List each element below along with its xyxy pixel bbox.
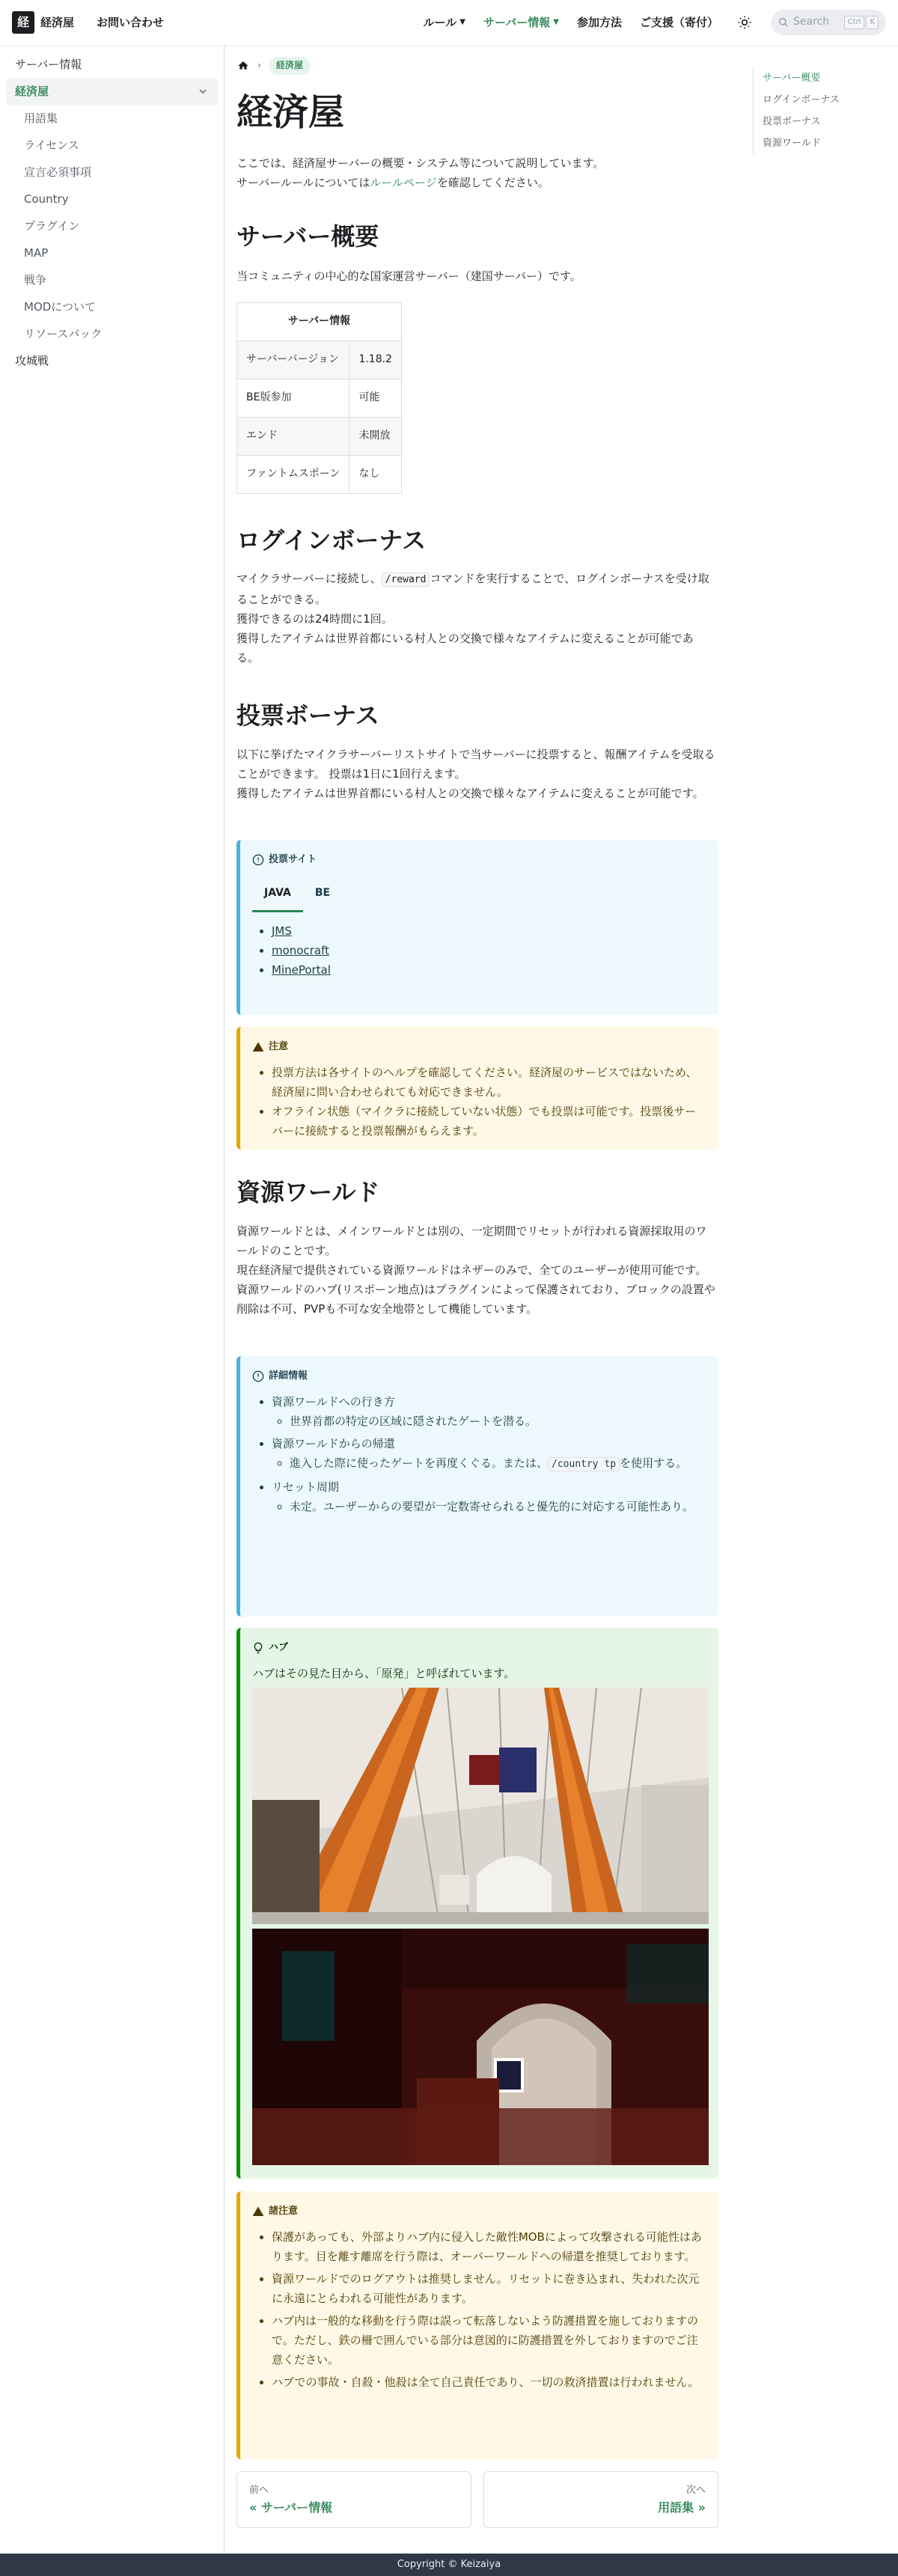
sidebar-item-declaration[interactable]: 宣言必須事項 (24, 165, 92, 179)
chevron-down-icon[interactable] (197, 85, 209, 97)
platform-tabs (252, 876, 706, 912)
list-item: • リセット周期 ◦ 未定。ユーザーからの要望が一定数寄せられると優先的に対応する可能性あり。 (272, 1477, 706, 1516)
list-item (272, 921, 706, 941)
kbd-ctrl: Ctrl (844, 16, 865, 29)
search-button[interactable] (771, 10, 886, 35)
breadcrumb-separator: › (257, 60, 261, 70)
list-item: ◦ 進入した際に使ったゲートを再度くぐる。または、 /country tp を使用する。 (290, 1453, 706, 1474)
table-header: サーバー情報 (237, 303, 402, 341)
vote-sites-admonition: 投票サイト JAVA BE • JMS • monocraft • MinePortal (236, 840, 718, 1015)
sidebar-item-war[interactable]: 戦争 (24, 272, 47, 287)
list-item: • ハブ内は一般的な移動を行う際は誤って転落しないよう防護措置を施しておりますので。ただし、鉄の柵で囲んでいる部分は意図的に防護措置を外しておりますのでご注意ください。 (272, 2311, 706, 2369)
vote-site-link[interactable]: JMS (272, 924, 292, 938)
footer (0, 2554, 898, 2576)
search-icon (778, 17, 789, 28)
home-icon[interactable] (236, 59, 250, 73)
toc-item[interactable]: ログインボーナス (763, 94, 840, 106)
page-title: 経済屋 (236, 91, 345, 133)
breadcrumb (236, 57, 311, 75)
list-item: • 資源ワールドでのログアウトは推奨しません。リセットに巻き込まれ、失われた次元に永遠にとらわれる可能性があります。 (272, 2269, 706, 2308)
sidebar-item-server-info[interactable]: サーバー情報 (15, 57, 82, 71)
rules-page-link[interactable]: ルールページ (370, 176, 437, 189)
chevron-down-icon: ▼ (459, 17, 465, 26)
toc-item[interactable]: サーバー概要 (763, 73, 821, 84)
chevron-down-icon: ▼ (553, 17, 559, 26)
resource-text: 資源ワールドとは、メインワールドとは別の、一定期間でリセットが行われる資源採取用のワールドのことです。 現在経済屋で提供されている資源ワールドはネザーのみで、全てのユーザーが使用可能です。 資源ワールドのハブ(リスポーン地点)はプラグインによって保護されており、ブロックの設置や削除は不可、PVPも不可な安全地帯として機能しています。 (236, 1224, 715, 1316)
country-tp-command: /country tp (548, 1457, 620, 1471)
brand-title: 経済屋 (40, 15, 75, 29)
reward-command: /reward (382, 573, 430, 587)
sidebar (0, 45, 224, 2552)
kbd-k: K (866, 16, 879, 29)
vote-site-link[interactable]: MinePortal (272, 963, 331, 977)
info-icon (252, 854, 264, 866)
hub-caution-admonition: 諸注意 • 保護があっても、外部よりハブ内に侵入した敵性MOBによって攻撃される可能性はあります。目を離す離席を行う際は、オーバーワールドへの帰還を推奨しております。 • 資源ワールドでのログアウトは推奨しません。リセットに巻き込まれ、失われた次元に永遠にとらわれる可能性があります。 • ハブ内は一般的な移動を行う際は誤って転落しないよう防護措置を施しておりますので。ただし、鉄の柵で囲んでいる部分は意図的に防護措置を外しておりますのでご注意ください。 • ハブでの事故・自殺・他殺は全て自己責任であり、一切の救済措置は行われません。 (236, 2191, 718, 2459)
nav-donate[interactable]: ご支援（寄付） (639, 15, 718, 29)
nav-server-info[interactable]: サーバー情報 ▼ (483, 15, 559, 29)
sidebar-item-siege[interactable]: 攻城戦 (15, 353, 49, 367)
sidebar-item-glossary[interactable]: 用語集 (24, 111, 58, 125)
sidebar-item-plugins[interactable]: プラグイン (24, 219, 80, 233)
sun-icon[interactable] (736, 14, 753, 31)
sidebar-item-resourcepack[interactable]: リソースパック (24, 326, 103, 341)
heading-login-bonus: ログインボーナス (236, 526, 427, 555)
brand-link[interactable] (12, 11, 74, 34)
search-placeholder: Search (793, 16, 830, 28)
detail-admonition: 詳細情報 • 資源ワールドへの行き方 ◦ 世界首都の特定の区域に隠されたゲートを潜る。 • 資源ワールドからの帰還 ◦ 進入した際に使ったゲートを再度くぐる。または、 /country tp を使用する。 • リセット周期 ◦ 未定。ユーザーからの要望が一定数寄せられると優先的に対応する可能性あり。 (236, 1356, 718, 1617)
warning-icon (252, 1041, 264, 1053)
overview-text: 当コミュニティの中心的な国家運営サーバー（建国サーバー）です。 (236, 269, 581, 283)
copyright: Copyright © Keizaiya (397, 2559, 501, 2571)
list-item (272, 941, 706, 960)
heading-overview: サーバー概要 (236, 222, 379, 251)
info-icon (252, 1370, 264, 1382)
login-text: マイクラサーバーに接続し、 /reward コマンドを実行することで、ログインボーナスを受け取ることができる。 獲得できるのは24時間に1回。 獲得したアイテムは世界首都にいる村人との交換で様々なアイテムに変えることが可能である。 (236, 572, 709, 665)
nav-rules[interactable]: ルール ▼ (423, 15, 465, 29)
nav-contact[interactable]: お問い合わせ (97, 15, 165, 29)
table-row: サーバーバージョン 1.18.2 (237, 341, 402, 379)
list-item: • 資源ワールドからの帰還 ◦ 進入した際に使ったゲートを再度くぐる。または、 /country tp を使用する。 (272, 1434, 706, 1474)
list-item: ◦ 未定。ユーザーからの要望が一定数寄せられると優先的に対応する可能性あり。 (290, 1497, 706, 1516)
sidebar-item-country[interactable]: Country (24, 192, 69, 206)
list-item: • 保護があっても、外部よりハブ内に侵入した敵性MOBによって攻撃される可能性はあります。目を離す離席を行う際は、オーバーワールドへの帰還を推奨しております。 (272, 2227, 706, 2266)
list-item: • オフライン状態（マイクラに接続していない状態）でも投票は可能です。投票後サーバーに接続すると投票報酬がもらえます。 (272, 1102, 706, 1141)
heading-resource-world: 資源ワールド (236, 1178, 380, 1206)
table-row: ファントムスポーン なし (237, 456, 402, 494)
list-item: ◦ 世界首都の特定の区域に隠されたゲートを潜る。 (290, 1411, 706, 1431)
tab-be[interactable]: BE (314, 887, 331, 899)
list-item: • 投票方法は各サイトのヘルプを確認してください。経済屋のサービスではないため、経済屋に問い合わせられても対応できません。 (272, 1063, 706, 1102)
lightbulb-icon (252, 1642, 264, 1654)
sidebar-item-license[interactable]: ライセンス (24, 138, 79, 152)
hub-text: ハブはその見た目から、「原発」と呼ばれています。 (252, 1667, 516, 1680)
toc-item[interactable]: 投票ボーナス (763, 116, 821, 127)
sidebar-item-mods[interactable]: MODについて (24, 299, 96, 314)
toc-item[interactable]: 資源ワールド (763, 138, 821, 149)
hub-image-interior (252, 1688, 709, 1924)
table-row: BE版参加 可能 (237, 379, 402, 418)
list-item (272, 960, 706, 980)
vote-caution-admonition: 注意 • 投票方法は各サイトのヘルプを確認してください。経済屋のサービスではないため、経済屋に問い合わせられても対応できません。 • オフライン状態（マイクラに接続していない状態）でも投票は可能です。投票後サーバーに接続すると投票報酬がもらえます。 (236, 1027, 718, 1150)
pagination (236, 2471, 718, 2528)
nav-join[interactable]: 参加方法 (576, 15, 622, 29)
list-item: • 資源ワールドへの行き方 ◦ 世界首都の特定の区域に隠されたゲートを潜る。 (272, 1392, 706, 1431)
hub-admonition: ハブ ハブはその見た目から、「原発」と呼ばれています。 (236, 1628, 718, 2179)
intro-text: ここでは、経済屋サーバーの概要・システム等について説明しています。 サーバールールについてはルールページを確認してください。 (236, 156, 605, 189)
table-of-contents (753, 67, 888, 154)
prev-page-link[interactable]: 前へ « サーバー情報 (236, 2471, 471, 2528)
breadcrumb-current: 経済屋 (269, 57, 311, 75)
sidebar-item-keizaiya[interactable]: 経済屋 (6, 78, 218, 105)
tab-java[interactable]: JAVA (252, 876, 303, 912)
list-item: • ハブでの事故・自殺・他殺は全て自己責任であり、一切の救済措置は行われません。 (272, 2372, 706, 2392)
next-page-link[interactable]: 次へ 用語集 » (483, 2471, 718, 2528)
table-row: エンド 未開放 (237, 418, 402, 456)
vote-site-link[interactable]: monocraft (272, 944, 329, 957)
sidebar-item-map[interactable]: MAP (24, 245, 49, 260)
heading-vote-bonus: 投票ボーナス (236, 701, 379, 730)
logo: 経 (12, 11, 34, 34)
server-info-table (236, 302, 402, 494)
vote-text: 以下に挙げたマイクラサーバーリストサイトで当サーバーに投票すると、報酬アイテムを受取ることができます。 投票は1日に1回行えます。 獲得したアイテムは世界首都にいる村人との交換で様々なアイテムに変えることが可能です。 (236, 748, 715, 800)
warning-icon (252, 2206, 264, 2218)
navbar (0, 0, 898, 45)
hub-image-gate (252, 1929, 709, 2165)
